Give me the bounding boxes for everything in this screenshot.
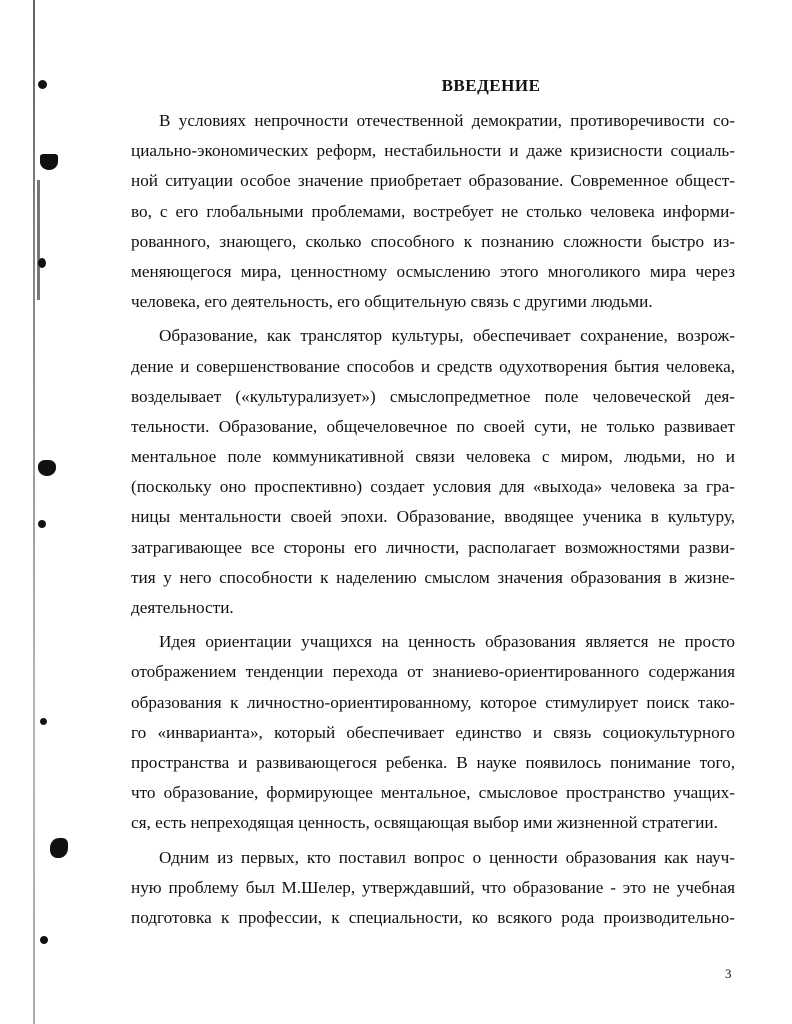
scan-blot	[40, 936, 48, 944]
text-line: пространства и развивающегося ребенка. В науке появилось понимание того,	[131, 752, 735, 772]
page-title	[0, 76, 792, 96]
text-line: человека, его деятельность, его общительную связь с другими людьми.	[131, 292, 653, 312]
text-line: во, с его глобальными проблемами, востребует не столько человека информи-	[131, 201, 735, 221]
text-line: тельности. Образование, общечеловечное по своей сути, не только развивает	[131, 416, 735, 436]
text-line: дение и совершенствование способов и средств одухотворения бытия человека,	[131, 356, 735, 376]
text-line: ся, есть непреходящая ценность, освящающая выбор ими жизненной стратегии.	[131, 813, 718, 833]
scan-blot	[40, 718, 47, 725]
text-line: го «инварианта», который обеспечивает единство и связь социокультурного	[131, 722, 735, 742]
scan-edge-mark	[37, 180, 40, 300]
text-line: ментальное поле коммуникативной связи человека с миром, людьми, но и	[131, 447, 735, 467]
text-line: тия у него способности к наделению смыслом значения образования в жизне-	[131, 567, 735, 587]
text-line: Образование, как транслятор культуры, обеспечивает сохранение, возрож-	[159, 326, 735, 346]
text-line: рованного, знающего, сколько способного к познанию сложности быстро из-	[131, 231, 735, 251]
text-line: (поскольку оно проспективно) создает условия для «выхода» человека за гра-	[131, 477, 735, 497]
text-line: Идея ориентации учащихся на ценность образования является не просто	[159, 632, 735, 652]
text-line: что образование, формирующее ментальное, смысловое пространство учащих-	[131, 783, 735, 803]
text-line: образования к личностно-ориентированному, которое стимулирует поиск тако-	[131, 692, 735, 712]
scan-blot	[40, 154, 58, 170]
scan-blot	[38, 258, 46, 268]
title-text: ВВЕДЕНИЕ	[441, 76, 541, 95]
scan-blot	[50, 838, 68, 858]
text-line: отображением тенденции перехода от знаниево-ориентированного содержания	[131, 662, 735, 682]
scan-edge-line	[33, 0, 35, 1024]
text-line: ную проблему был М.Шелер, утверждавший, что образование - это не учебная	[131, 877, 735, 897]
text-line: В условиях непрочности отечественной демократии, противоречивости со-	[159, 111, 735, 130]
text-line: ной ситуации особое значение приобретает образование. Современное общест-	[131, 171, 735, 191]
text-line: затрагивающее все стороны его личности, располагает возможностями разви-	[131, 537, 735, 557]
body-text	[131, 106, 735, 933]
page-number: 3	[725, 966, 732, 981]
text-line: деятельности.	[131, 598, 234, 617]
scan-blot	[38, 520, 46, 528]
text-line: ницы ментальности своей эпохи. Образование, вводящее ученика в культуру,	[131, 507, 735, 527]
text-line: возделывает («культурализует») смыслопредметное поле человеческой дея-	[131, 386, 735, 406]
scan-blot	[38, 460, 56, 476]
text-line: Одним из первых, кто поставил вопрос о ценности образования как науч-	[159, 847, 735, 867]
text-line: циально-экономических реформ, нестабильности и даже кризисности социаль-	[131, 141, 735, 161]
text-line: подготовка к профессии, к специальности, ко всякого рода производительно-	[131, 907, 735, 927]
text-line: меняющегося мира, ценностному осмыслению этого многоликого мира через	[131, 261, 735, 281]
